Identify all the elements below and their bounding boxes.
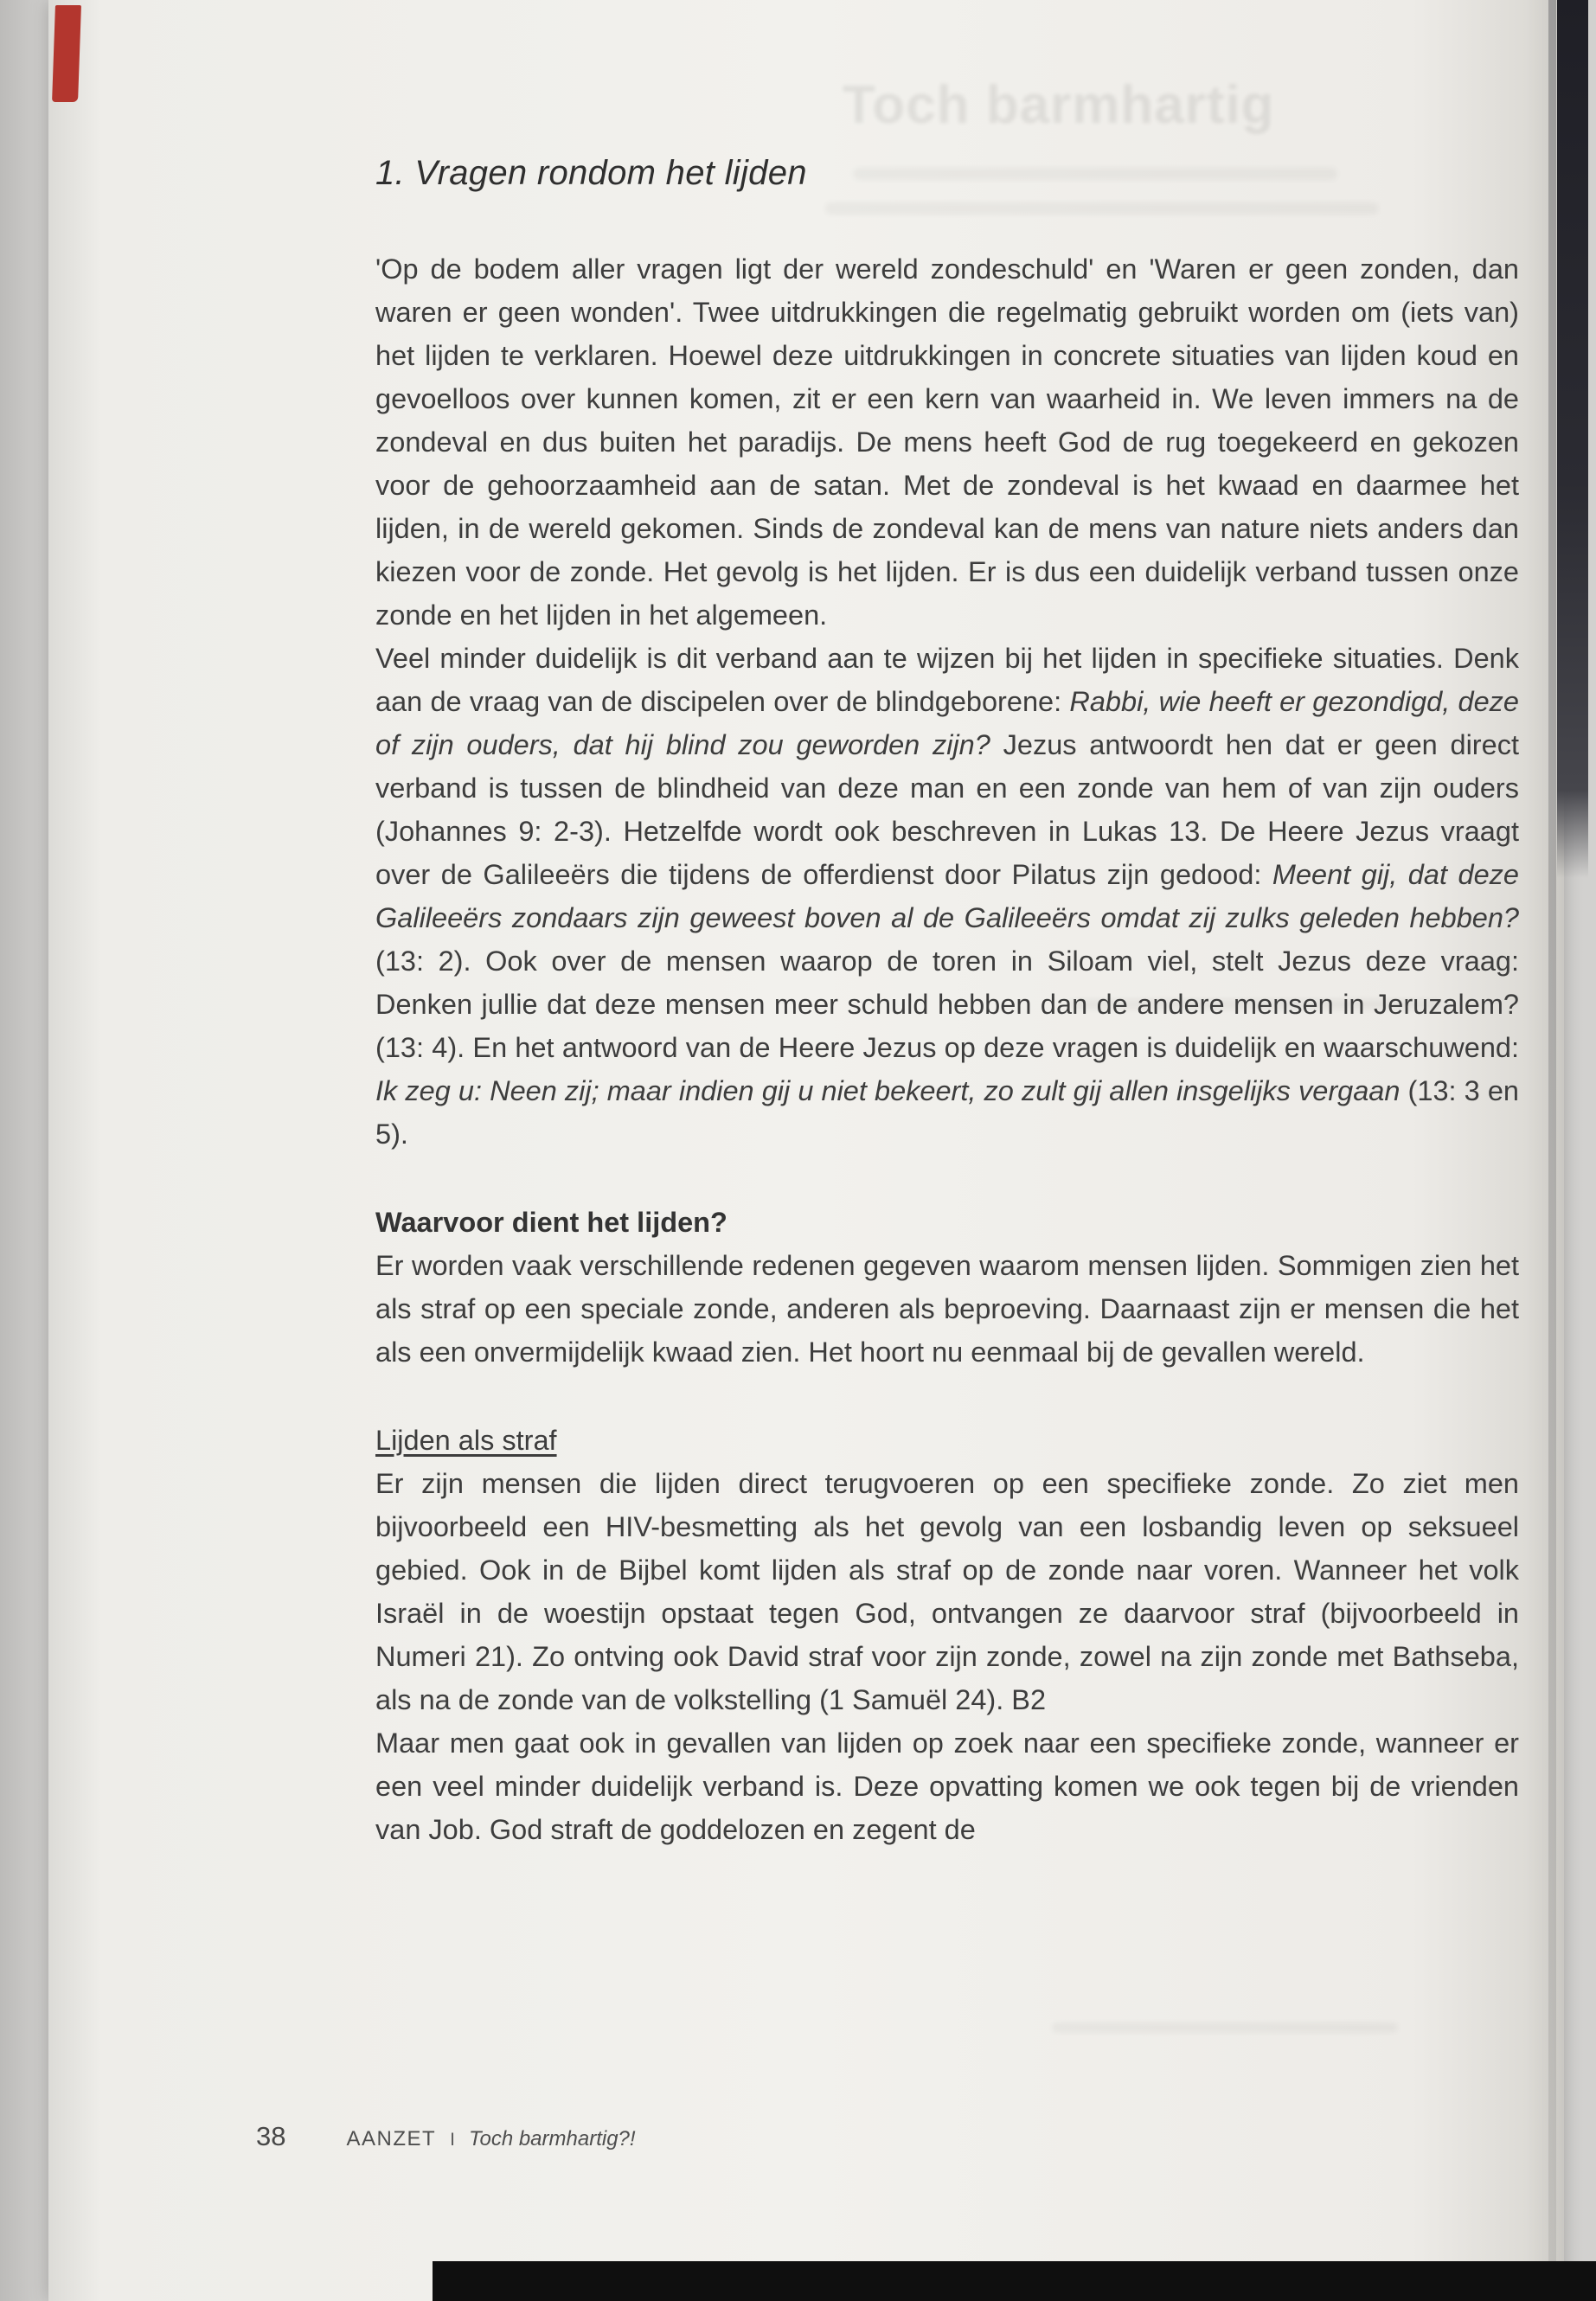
page-edge-line (1548, 0, 1556, 2301)
book-page (48, 0, 1564, 2301)
paragraph-5: Maar men gaat ook in gevallen van lijden op zoek naar een specifieke zonde, wanneer er een veel minder duidelijk verband is. Deze opvatting komen we ook tegen bij de vrienden van Job. God straft de goddelozen en zegent de (375, 1727, 1519, 1845)
bottom-black-bar (433, 2261, 1596, 2301)
paragraph-1: 'Op de bodem aller vragen ligt der wereld zondeschuld' en 'Waren er geen zonden, dan waren er geen wonden'. Twee uitdrukkingen die regelmatig gebruikt worden om (iets van) het lijden te verklaren. Hoewel deze uitdrukkingen in concrete situaties van lijden koud en gevoelloos over kunnen komen, zit er een kern van waarheid in. We leven immers na de zondeval en dus buiten het paradijs. De mens heeft God de rug toegekeerd en gekozen voor de gehoorzaamheid aan de satan. Met de zondeval is het kwaad en daarmee het lijden, in de wereld gekomen. Sinds de zondeval kan de mens van nature niets anders dan kiezen voor de zonde. Het gevolg is het lijden. Er is dus een duidelijk verband tussen onze zonde en het lijden in het algemeen. (375, 253, 1519, 631)
paragraph-2: Veel minder duidelijk is dit verband aan te wijzen bij het lijden in specifieke situaties. Denk aan de vraag van de discipelen over de blindgeborene: Rabbi, wie heeft er gezondigd, deze of zijn ouders, dat hij blind zou geworden zijn? Jezus antwoordt hen dat er geen direct verband is tussen de blindheid van deze man en een zonde van hem of van zijn ouders (Johannes 9: 2-3). Hetzelfde wordt ook beschreven in Lukas 13. De Heere Jezus vraagt over de Galileeërs die tijdens de offerdienst door Pilatus zijn gedood: Meent gij, dat deze Galileeërs zondaars zijn geweest boven al de Galileeërs omdat zij zulks geleden hebben? (13: 2). Ook over de mensen waarop de toren in Siloam viel, stelt Jezus deze vraag: Denken jullie dat deze mensen meer schuld hebben dan de andere mensen in Jeruzalem? (13: 4). En het antwoord van de Heere Jezus op deze vragen is duidelijk en waarschuwend: Ik zeg u: Neen zij; maar indien gij u niet bekeert, zo zult gij allen insgelijks vergaan (13: 3 en 5). (375, 643, 1519, 1150)
subheading-lijden-als-straf: Lijden als straf (375, 1425, 557, 1456)
paragraph-4: Er zijn mensen die lijden direct terugvoeren op een specifieke zonde. Zo ziet men bijvoorbeeld een HIV-besmetting als het gevolg van een losbandig leven op seksueel gebied. Ook in de Bijbel komt lijden als straf op de zonde naar voren. Wanneer het volk Israël in de woestijn opstaat tegen God, ontvangen ze daarvoor straf (bijvoorbeeld in Numeri 21). Zo ontving ook David straf voor zijn zonde, zowel na zijn zonde met Bathseba, als na de zonde van de volkstelling (1 Samuël 24). B2 (375, 1468, 1519, 1715)
text-column (375, 152, 1519, 1851)
bleed-through-title: Toch barmhartig (843, 75, 1275, 135)
page-number: 38 (256, 2121, 286, 2151)
bleed-through-artifact (1052, 2022, 1398, 2033)
subheading-waarvoor: Waarvoor dient het lijden? (375, 1207, 727, 1238)
red-corner-mark (52, 5, 81, 102)
paragraph-3: Er worden vaak verschillende redenen gegeven waarom mensen lijden. Sommigen zien het als straf op een speciale zonde, anderen als beproeving. Daarnaast zijn er mensen die het als een onvermijdelijk kwaad zien. Het hoort nu eenmaal bij de gevallen wereld. (375, 1250, 1519, 1368)
footer-separator: I (450, 2130, 456, 2150)
series-label: AANZET (346, 2127, 437, 2150)
book-title: Toch barmhartig?! (469, 2127, 636, 2150)
page-footer (256, 2121, 636, 2152)
right-edge-dark-strip (1557, 0, 1588, 878)
chapter-heading: 1. Vragen rondom het lijden (375, 154, 807, 192)
